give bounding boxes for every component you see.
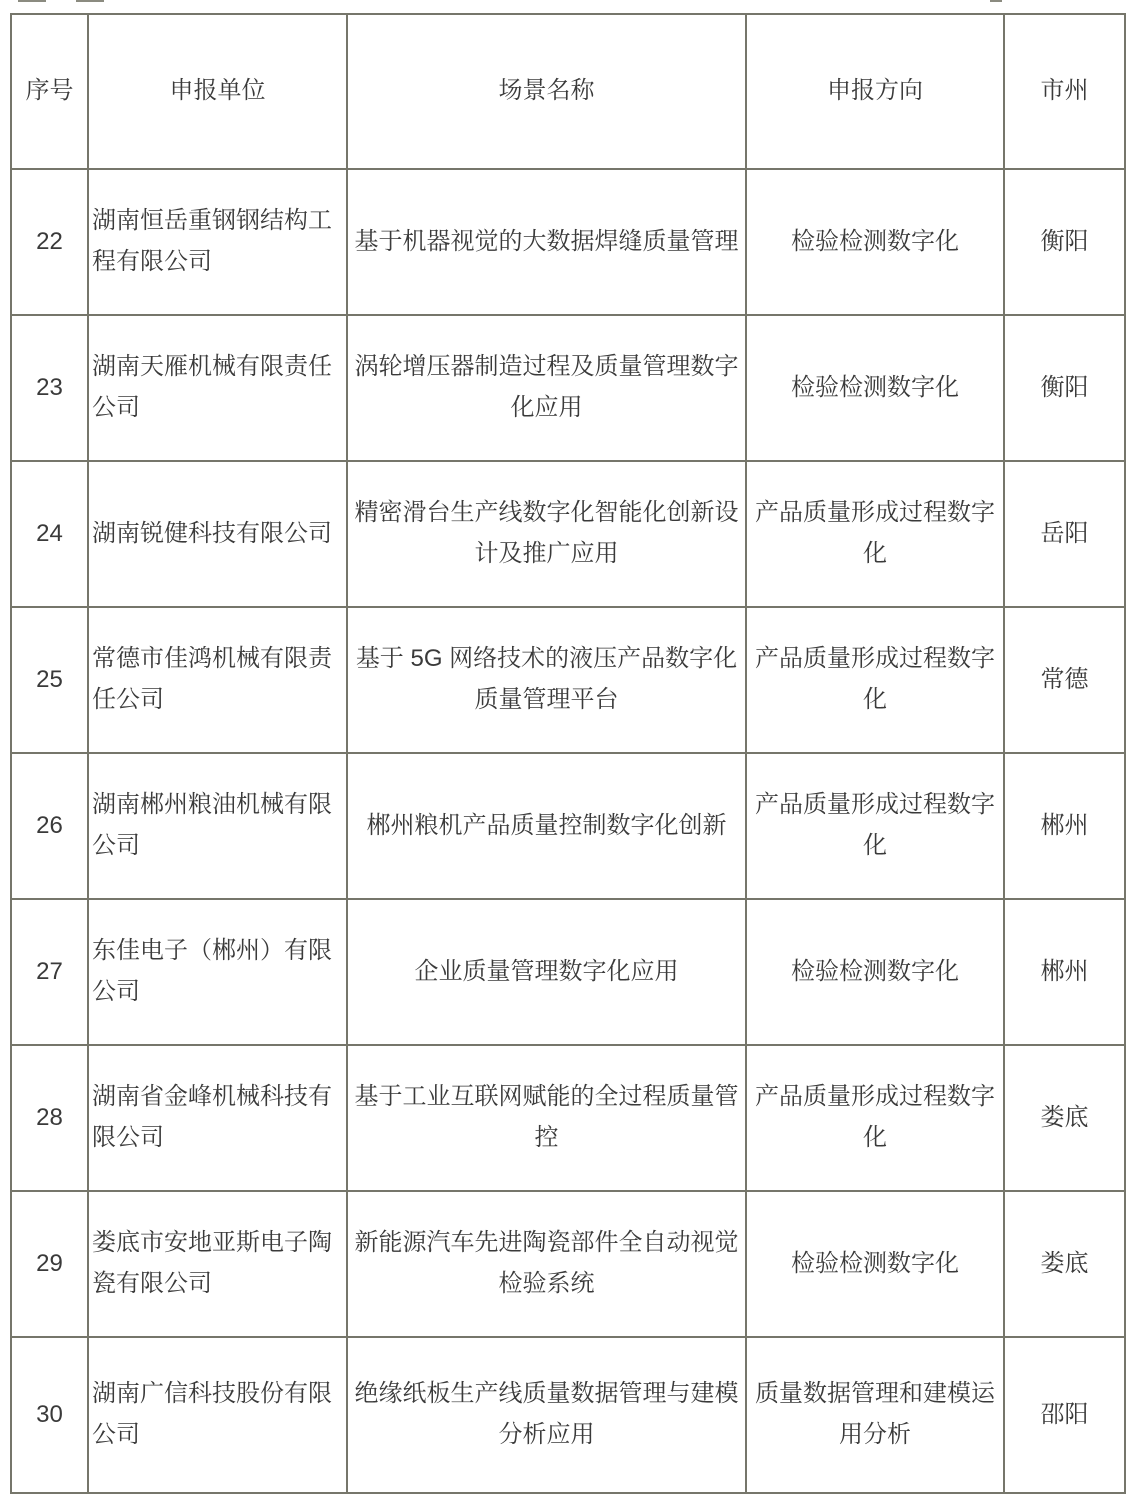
cell-unit: 湖南天雁机械有限责任公司 — [88, 315, 347, 461]
table-row — [11, 753, 1125, 899]
cell-direction: 检验检测数字化 — [746, 899, 1004, 1045]
cell-city: 郴州 — [1004, 899, 1125, 1045]
cell-unit: 湖南郴州粮油机械有限公司 — [88, 753, 347, 899]
cell-city: 衡阳 — [1004, 169, 1125, 315]
cell-scene: 涡轮增压器制造过程及质量管理数字化应用 — [347, 315, 746, 461]
cell-index: 30 — [11, 1337, 88, 1493]
cell-scene: 基于机器视觉的大数据焊缝质量管理 — [347, 169, 746, 315]
cell-unit: 湖南锐健科技有限公司 — [88, 461, 347, 607]
table-row — [11, 1045, 1125, 1191]
table-row — [11, 461, 1125, 607]
column-header-direction: 申报方向 — [746, 14, 1004, 169]
table-row — [11, 169, 1125, 315]
cell-city: 岳阳 — [1004, 461, 1125, 607]
cell-city: 娄底 — [1004, 1191, 1125, 1337]
cell-direction: 产品质量形成过程数字化 — [746, 607, 1004, 753]
table-row — [11, 607, 1125, 753]
cell-unit: 常德市佳鸿机械有限责任公司 — [88, 607, 347, 753]
cell-scene: 精密滑台生产线数字化智能化创新设计及推广应用 — [347, 461, 746, 607]
cell-index: 29 — [11, 1191, 88, 1337]
cell-direction: 产品质量形成过程数字化 — [746, 753, 1004, 899]
cell-index: 23 — [11, 315, 88, 461]
cell-unit: 湖南恒岳重钢钢结构工程有限公司 — [88, 169, 347, 315]
cell-unit: 东佳电子（郴州）有限公司 — [88, 899, 347, 1045]
cell-unit: 湖南广信科技股份有限公司 — [88, 1337, 347, 1493]
cell-index: 25 — [11, 607, 88, 753]
crop-artifact — [76, 0, 104, 2]
application-scenes-table — [10, 13, 1126, 1494]
crop-artifact — [18, 0, 46, 2]
cell-scene: 基于工业互联网赋能的全过程质量管控 — [347, 1045, 746, 1191]
table-row — [11, 1191, 1125, 1337]
table-row — [11, 899, 1125, 1045]
header-row — [11, 14, 1125, 169]
table-row — [11, 315, 1125, 461]
cell-index: 28 — [11, 1045, 88, 1191]
column-header-index: 序号 — [11, 14, 88, 169]
cell-scene: 绝缘纸板生产线质量数据管理与建模分析应用 — [347, 1337, 746, 1493]
cell-city: 娄底 — [1004, 1045, 1125, 1191]
crop-artifact — [990, 0, 1002, 2]
column-header-unit: 申报单位 — [88, 14, 347, 169]
cell-direction: 检验检测数字化 — [746, 169, 1004, 315]
column-header-scene: 场景名称 — [347, 14, 746, 169]
cell-unit: 湖南省金峰机械科技有限公司 — [88, 1045, 347, 1191]
cell-scene: 新能源汽车先进陶瓷部件全自动视觉检验系统 — [347, 1191, 746, 1337]
cell-unit: 娄底市安地亚斯电子陶瓷有限公司 — [88, 1191, 347, 1337]
cell-direction: 检验检测数字化 — [746, 315, 1004, 461]
table-row — [11, 1337, 1125, 1493]
cell-direction: 检验检测数字化 — [746, 1191, 1004, 1337]
cell-scene: 企业质量管理数字化应用 — [347, 899, 746, 1045]
cell-index: 27 — [11, 899, 88, 1045]
cell-direction: 产品质量形成过程数字化 — [746, 1045, 1004, 1191]
cell-city: 衡阳 — [1004, 315, 1125, 461]
cell-city: 邵阳 — [1004, 1337, 1125, 1493]
column-header-city: 市州 — [1004, 14, 1125, 169]
cell-scene: 基于 5G 网络技术的液压产品数字化质量管理平台 — [347, 607, 746, 753]
cell-index: 26 — [11, 753, 88, 899]
cell-direction: 质量数据管理和建模运用分析 — [746, 1337, 1004, 1493]
cell-city: 常德 — [1004, 607, 1125, 753]
cell-direction: 产品质量形成过程数字化 — [746, 461, 1004, 607]
cell-index: 22 — [11, 169, 88, 315]
cell-index: 24 — [11, 461, 88, 607]
cell-scene: 郴州粮机产品质量控制数字化创新 — [347, 753, 746, 899]
cell-city: 郴州 — [1004, 753, 1125, 899]
